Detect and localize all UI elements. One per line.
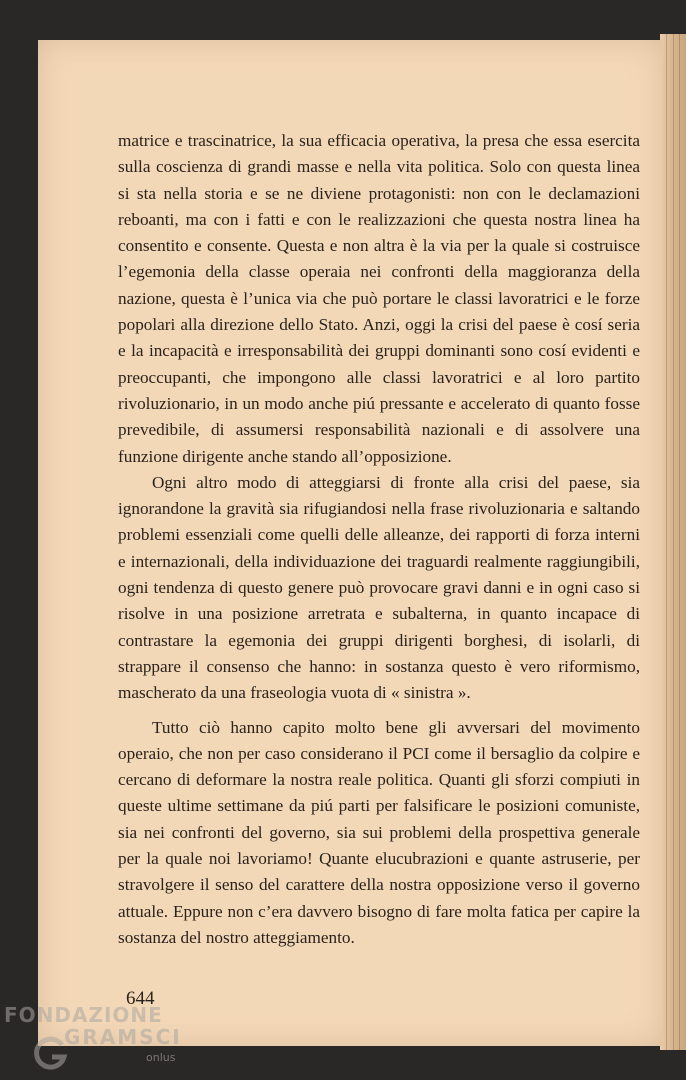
edge-line (679, 34, 680, 1050)
edge-line (673, 34, 674, 1050)
paragraph-1: matrice e trascinatrice, la sua efficacia operativa, la presa che essa esercita sulla coscienza di grandi masse e nella vita politica. Solo con questa linea si sta nella storia e se ne diviene protagonisti: non con le declamazioni reboanti, ma con i fatti e con le realizzazioni che questa nostra linea ha consentito e consente. Questa e non altra è la via per la quale si costruisce l’egemonia della classe operaia nei confronti della maggioranza della nazione, questa è l’unica via che può portare le classi lavoratrici e le forze popolari alla direzione dello Stato. Anzi, oggi la crisi del paese è cosí seria e la incapacità e irresponsabilità dei gruppi dominanti sono cosí evidenti e preoccupanti, che impongono alle classi lavoratrici e al loro partito rivoluzionario, in un modo anche piú pressante e accelerato di quanto fosse prevedibile, di assumersi responsabilità nazionali e di assolvere una funzione dirigente anche stando all’opposizione. (118, 131, 640, 466)
page-number: 644 (126, 988, 155, 1009)
page-edge (660, 34, 686, 1050)
watermark-line2: GRAMSCI (64, 1025, 182, 1049)
edge-line (666, 34, 667, 1050)
paragraph-3: Tutto ciò hanno capito molto bene gli avversari del movimento operaio, che non per caso considerano il PCI come il bersaglio da colpire e cercano di deformare la nostra reale politica. Quanti gli sforzi compiuti in queste ultime settimane da piú parti per falsificare le posizioni comuniste, sia nei confronti del governo, sia sui problemi della prospettiva generale per la quale noi lavoriamo! Quante elucubrazioni e quante astruserie, per stravolgere il senso del carattere della nostra opposizione verso il governo attuale. Eppure non c’era davvero bisogno di fare molta fatica per capire la sostanza del nostro atteggiamento. (118, 717, 640, 947)
watermark-line1: FONDAZIONE (4, 1003, 163, 1027)
paragraph-2: Ogni altro modo di atteggiarsi di fronte alla crisi del paese, sia ignorandone la gravità sia rifugiandosi nella frase rivoluzionaria e saltando problemi essenziali come quelli delle alleanze, dei rapporti di forza interni e internazionali, della individuazione dei traguardi realmente raggiungibili, ogni tendenza di questo genere può provocare gravi danni e in ogni caso si risolve in una posizione arretrata e subalterna, in quanto incapace di contrastare la egemonia dei gruppi dirigenti borghesi, di isolarli, di strappare il consenso che hanno: in sostanza questo è vero riformismo, mascherato da una fraseologia vuota di « sinistra ». (118, 472, 640, 703)
body-text (118, 128, 640, 951)
watermark-line3: onlus (146, 1051, 176, 1064)
